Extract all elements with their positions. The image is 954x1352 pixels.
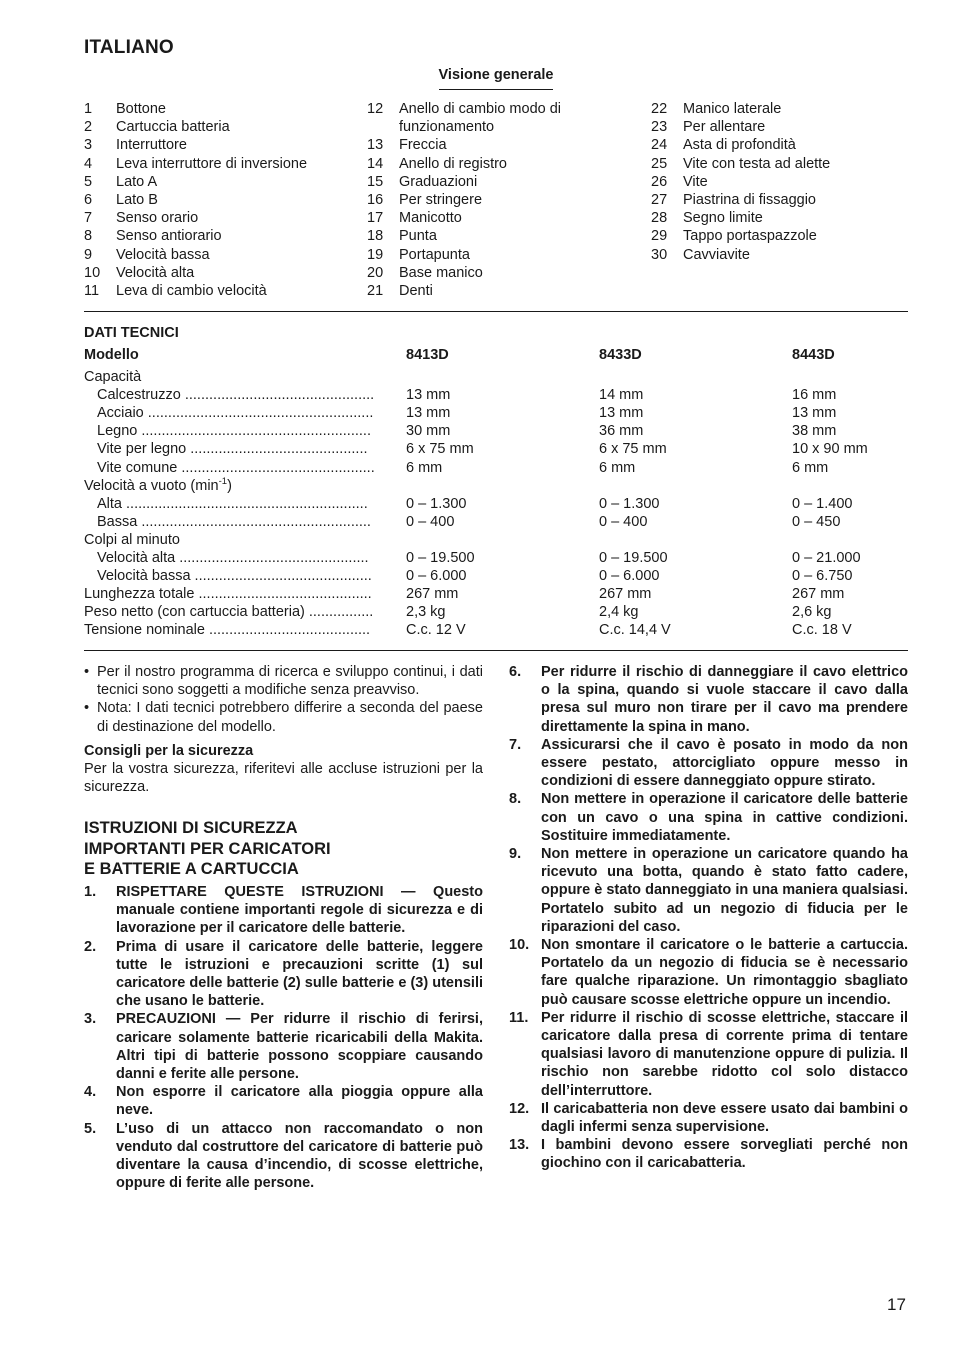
spec-value: 0 – 19.500 bbox=[406, 550, 475, 566]
title-line: ISTRUZIONI DI SICUREZZA bbox=[84, 819, 298, 838]
overview-title bbox=[0, 66, 954, 90]
spec-label-text: Acciaio ........................................................ bbox=[97, 405, 374, 422]
item-number: 11. bbox=[509, 1009, 529, 1026]
spec-value: 6 x 75 mm bbox=[406, 441, 474, 458]
instruction-item bbox=[84, 1083, 483, 1119]
overview-item bbox=[367, 100, 619, 136]
item-number: 6 bbox=[84, 192, 93, 209]
spec-label bbox=[84, 459, 406, 477]
spec-value: 0 – 21.000 bbox=[792, 550, 861, 566]
overview-item bbox=[84, 173, 336, 191]
item-text: Non mettere in operazione il caricatore delle batterie con un cavo o una spina in cattive condizioni. Sostituire immediatamente. bbox=[541, 791, 908, 844]
spec-label-superscript: -1 bbox=[218, 476, 228, 487]
item-number: 8 bbox=[84, 228, 93, 245]
overview-item bbox=[84, 100, 336, 118]
instruction-item bbox=[84, 938, 483, 1011]
item-label: Tappo portaspazzole bbox=[683, 228, 817, 245]
title-line: E BATTERIE A CARTUCCIA bbox=[84, 860, 299, 879]
overview-item bbox=[651, 100, 903, 118]
spec-value: 16 mm bbox=[792, 387, 837, 404]
item-label: Cavviavite bbox=[683, 246, 750, 263]
instruction-item bbox=[84, 1010, 483, 1083]
spec-label bbox=[84, 422, 406, 440]
item-number: 13. bbox=[509, 1137, 530, 1154]
item-number: 2. bbox=[84, 938, 97, 955]
item-label: Leva interruttore di inversione bbox=[116, 155, 308, 172]
spec-value: C.c. 14,4 V bbox=[599, 622, 671, 639]
item-number: 4 bbox=[84, 155, 93, 172]
item-text: Non esporre il caricatore alla pioggia oppure alla neve. bbox=[116, 1084, 483, 1119]
item-number: 26 bbox=[651, 173, 668, 190]
overview-item bbox=[651, 118, 903, 136]
item-label: Bottone bbox=[116, 101, 166, 117]
overview-column-1 bbox=[84, 100, 336, 300]
item-number: 13 bbox=[367, 137, 384, 154]
overview-item bbox=[651, 227, 903, 245]
spec-value: 30 mm bbox=[406, 423, 451, 440]
spec-label bbox=[84, 404, 406, 422]
overview-item bbox=[367, 191, 619, 209]
item-number: 9 bbox=[84, 246, 93, 263]
item-text: Non mettere in operazione un caricatore quando ha ricevuto una botta, quando è stato fatto cadere, oppure è stato danneggiato in una maniera qualsiasi. Portatelo subito ad un negozio di fiducia per le riparazioni del caso. bbox=[541, 846, 908, 935]
overview-item bbox=[84, 191, 336, 209]
model-8413d: 8413D bbox=[406, 347, 449, 363]
spec-value: 0 – 6.750 bbox=[792, 568, 853, 585]
spec-value: 14 mm bbox=[599, 387, 644, 404]
spec-label bbox=[84, 513, 406, 531]
overview-item bbox=[651, 155, 903, 173]
overview-item bbox=[84, 209, 336, 227]
specs-title: DATI TECNICI bbox=[84, 325, 179, 341]
overview-item bbox=[84, 118, 336, 136]
item-number: 23 bbox=[651, 119, 668, 136]
overview-item bbox=[84, 282, 336, 300]
item-number: 16 bbox=[367, 192, 384, 209]
item-label: Senso orario bbox=[116, 210, 199, 227]
item-number: 22 bbox=[651, 101, 668, 117]
instruction-item bbox=[509, 936, 908, 1009]
overview-item bbox=[651, 246, 903, 264]
item-number: 25 bbox=[651, 155, 668, 172]
item-label: Asta di profondità bbox=[683, 137, 796, 154]
item-text: Prima di usare il caricatore delle batterie, leggere tutte le istruzioni e precauzioni scritte (1) sul caricatore delle batterie (2) sulle batterie e (3) utensili che usano le batterie. bbox=[116, 938, 483, 1010]
item-label: Manico laterale bbox=[683, 101, 782, 117]
item-label: Cartuccia batteria bbox=[116, 119, 230, 136]
spec-label-text: Legno ......................................................... bbox=[97, 423, 371, 440]
spec-label bbox=[84, 567, 406, 585]
instruction-item bbox=[84, 883, 483, 938]
item-number: 28 bbox=[651, 210, 668, 227]
item-number: 3 bbox=[84, 137, 93, 154]
item-text: L’uso di un attacco non raccomandato o non venduto dal costruttore del caricatore di batterie può diventare la causa d’incendio, di scosse elettriche, oppure di ferite alle persone. bbox=[116, 1120, 483, 1192]
spec-value: 0 – 6.000 bbox=[406, 568, 467, 585]
overview-item bbox=[367, 264, 619, 282]
note-item bbox=[84, 663, 483, 699]
model-8443d: 8443D bbox=[792, 347, 835, 363]
spec-value: 6 mm bbox=[599, 459, 636, 476]
instruction-item bbox=[509, 845, 908, 936]
spec-value: 6 x 75 mm bbox=[599, 441, 667, 458]
overview-item bbox=[367, 227, 619, 245]
instructions-list-part-1 bbox=[84, 883, 483, 1192]
overview-item bbox=[84, 155, 336, 173]
spec-label-text: Velocità bassa ............................................ bbox=[97, 568, 372, 585]
spec-value: 267 mm bbox=[599, 586, 652, 603]
instruction-item bbox=[509, 736, 908, 791]
spec-value: 2,6 kg bbox=[792, 604, 832, 621]
item-label: Senso antiorario bbox=[116, 228, 222, 245]
overview-item bbox=[651, 209, 903, 227]
spec-value: 0 – 1.300 bbox=[406, 495, 467, 512]
item-number: 24 bbox=[651, 137, 668, 154]
overview-item bbox=[84, 264, 336, 282]
item-number: 20 bbox=[367, 264, 384, 281]
bullet-icon: • bbox=[84, 700, 90, 717]
item-number: 14 bbox=[367, 155, 384, 172]
item-label: Freccia bbox=[399, 137, 447, 154]
spec-value: 38 mm bbox=[792, 423, 837, 440]
spec-label-text: Bassa ......................................................... bbox=[97, 513, 371, 530]
spec-value: 36 mm bbox=[599, 423, 644, 440]
instruction-item bbox=[509, 790, 908, 845]
overview-column-2 bbox=[367, 100, 619, 300]
overview-item bbox=[651, 136, 903, 154]
item-label: Denti bbox=[399, 283, 433, 300]
overview-item bbox=[84, 227, 336, 245]
item-number: 10. bbox=[509, 937, 530, 954]
spec-label bbox=[84, 440, 406, 458]
page-number: 17 bbox=[887, 1295, 906, 1314]
overview-item bbox=[84, 246, 336, 264]
item-number: 29 bbox=[651, 228, 668, 245]
safety-title: Consigli per la sicurezza bbox=[84, 742, 254, 759]
spec-label bbox=[84, 386, 406, 404]
spec-label-suffix: ) bbox=[227, 477, 232, 494]
item-label: Punta bbox=[399, 228, 437, 245]
spec-value: 10 x 90 mm bbox=[792, 441, 868, 458]
instruction-item bbox=[84, 1120, 483, 1193]
item-number: 15 bbox=[367, 173, 384, 190]
spec-label bbox=[84, 549, 406, 567]
instructions-list-part-2 bbox=[509, 663, 908, 1173]
overview-item bbox=[367, 173, 619, 191]
note-item bbox=[84, 699, 483, 735]
item-label: Base manico bbox=[399, 264, 483, 281]
spec-value: 0 – 6.000 bbox=[599, 568, 660, 585]
item-label: Segno limite bbox=[683, 210, 763, 227]
spec-value: 267 mm bbox=[406, 586, 459, 603]
spec-value: 0 – 19.500 bbox=[599, 550, 668, 566]
spec-label-text: Calcestruzzo ............................................... bbox=[97, 387, 375, 404]
spec-value: 6 mm bbox=[792, 459, 829, 476]
item-number: 19 bbox=[367, 246, 384, 263]
item-number: 9. bbox=[509, 846, 522, 863]
note-text: Nota: I dati tecnici potrebbero differire a seconda del paese di destinazione del modello. bbox=[97, 700, 483, 735]
item-label: Lato B bbox=[116, 192, 158, 209]
spec-label-text: Tensione nominale ........................................ bbox=[84, 622, 371, 639]
item-number: 30 bbox=[651, 246, 668, 263]
item-number: 12 bbox=[367, 101, 384, 117]
spec-label bbox=[84, 368, 406, 386]
item-label: Manicotto bbox=[399, 210, 462, 227]
item-label: Graduazioni bbox=[399, 173, 478, 190]
item-text: RISPETTARE QUESTE ISTRUZIONI — Questo manuale contiene importanti regole di sicurezza e di lavorazione per il caricatore delle batterie. bbox=[116, 883, 483, 937]
item-number: 27 bbox=[651, 192, 668, 209]
bullet-icon: • bbox=[84, 664, 90, 680]
spec-value: 267 mm bbox=[792, 586, 845, 603]
spec-label bbox=[84, 585, 406, 603]
spec-label bbox=[84, 621, 406, 639]
item-number: 7. bbox=[509, 736, 522, 753]
spec-value: 2,3 kg bbox=[406, 604, 446, 621]
item-number: 17 bbox=[367, 210, 384, 227]
item-number: 4. bbox=[84, 1084, 97, 1101]
item-label: Vite con testa ad alette bbox=[683, 155, 831, 172]
overview-item bbox=[367, 209, 619, 227]
overview-item bbox=[367, 282, 619, 300]
item-number: 10 bbox=[84, 264, 101, 281]
item-label: Vite bbox=[683, 173, 708, 190]
overview-item bbox=[84, 136, 336, 154]
model-label: Modello bbox=[84, 347, 139, 363]
spec-value: 2,4 kg bbox=[599, 604, 639, 621]
spec-value: 13 mm bbox=[599, 405, 644, 422]
spec-value: 13 mm bbox=[406, 387, 451, 404]
item-text: I bambini devono essere sorvegliati perché non giochino con il caricabatteria. bbox=[541, 1137, 908, 1172]
spec-label-text: Velocità a vuoto (min bbox=[84, 477, 219, 494]
item-label: Lato A bbox=[116, 173, 158, 190]
divider bbox=[84, 650, 908, 651]
item-label: Velocità alta bbox=[116, 264, 195, 281]
item-label: Per stringere bbox=[399, 192, 483, 209]
overview-item bbox=[367, 246, 619, 264]
spec-value: 0 – 400 bbox=[599, 513, 648, 530]
spec-label bbox=[84, 531, 406, 549]
spec-label bbox=[84, 477, 406, 495]
item-label: Anello di registro bbox=[399, 155, 507, 172]
spec-label-text: Alta ............................................................ bbox=[97, 495, 368, 512]
instruction-item bbox=[509, 663, 908, 736]
item-text: Per ridurre il rischio di scosse elettriche, staccare il caricatore dalla presa di corrente prima di tentare qualsiasi lavoro di manutenzione oppure di pulizia. Il rischio non sarebbe ridotto col solo distacco dell’interruttore. bbox=[541, 1009, 908, 1099]
item-label: Velocità bassa bbox=[116, 246, 210, 263]
item-number: 5. bbox=[84, 1120, 97, 1137]
instruction-item bbox=[509, 1100, 908, 1136]
spec-value: 0 – 1.400 bbox=[792, 495, 853, 512]
item-label: Interruttore bbox=[116, 137, 187, 154]
divider bbox=[84, 311, 908, 312]
item-number: 21 bbox=[367, 283, 384, 300]
item-text: Il caricabatteria non deve essere usato dai bambini o dagli infermi senza supervisione. bbox=[541, 1100, 908, 1136]
item-number: 3. bbox=[84, 1011, 97, 1028]
item-number: 6. bbox=[509, 664, 522, 680]
item-label: Leva di cambio velocità bbox=[116, 283, 267, 300]
spec-label-text: Lunghezza totale ........................................... bbox=[84, 586, 372, 603]
overview-item bbox=[651, 173, 903, 191]
spec-label-text: Capacità bbox=[84, 369, 142, 385]
item-text: PRECAUZIONI — Per ridurre il rischio di ferirsi, caricare solamente batterie ricaricabili della Makita. Altri tipi di batterie possono scoppiare causando danni e ferite alle persone. bbox=[116, 1011, 483, 1082]
spec-label-text: Vite comune ................................................ bbox=[97, 459, 375, 476]
item-number: 11 bbox=[84, 283, 100, 300]
model-8433d: 8433D bbox=[599, 347, 642, 363]
note-text: Per il nostro programma di ricerca e sviluppo continui, i dati tecnici sono soggetti a modifiche senza preavviso. bbox=[97, 664, 483, 699]
spec-value: 0 – 400 bbox=[406, 513, 455, 530]
spec-value: C.c. 12 V bbox=[406, 622, 466, 639]
item-number: 8. bbox=[509, 791, 522, 808]
language-heading: ITALIANO bbox=[84, 37, 174, 58]
left-column bbox=[84, 663, 483, 1192]
item-number: 12. bbox=[509, 1100, 530, 1117]
item-number: 2 bbox=[84, 119, 93, 136]
item-number: 1. bbox=[84, 883, 97, 900]
overview-item bbox=[367, 136, 619, 154]
item-number: 1 bbox=[84, 101, 93, 117]
spec-value: C.c. 18 V bbox=[792, 622, 852, 639]
item-number: 5 bbox=[84, 173, 93, 190]
spec-value: 0 – 450 bbox=[792, 513, 841, 530]
item-number: 18 bbox=[367, 228, 384, 245]
instruction-item bbox=[509, 1136, 908, 1172]
spec-value: 6 mm bbox=[406, 459, 443, 476]
overview-item bbox=[367, 155, 619, 173]
spec-label-text: Peso netto (con cartuccia batteria) ................ bbox=[84, 604, 374, 621]
item-text: Per ridurre il rischio di danneggiare il cavo elettrico o la spina, quando si vuole staccare il cavo dalla presa sul muro non tirare per il cavo ma prendere direttamente la spina in mano. bbox=[541, 664, 908, 735]
item-label: Piastrina di fissaggio bbox=[683, 192, 816, 209]
item-label: Anello di cambio modo di funzionamento bbox=[399, 101, 562, 136]
overview-column-3 bbox=[651, 100, 903, 264]
spec-label-text: Velocità alta ............................................... bbox=[97, 550, 369, 566]
spec-label-text: Vite per legno ............................................ bbox=[97, 441, 368, 458]
spec-value: 13 mm bbox=[406, 405, 451, 422]
spec-label bbox=[84, 603, 406, 621]
spec-label bbox=[84, 495, 406, 513]
title-line: IMPORTANTI PER CARICATORI bbox=[84, 839, 331, 858]
item-text: Assicurarsi che il cavo è posato in modo da non essere pestato, attorcigliato oppure messo in condizioni di essere danneggiato oppure stirato. bbox=[541, 736, 908, 790]
overview-item bbox=[651, 191, 903, 209]
instruction-item bbox=[509, 1009, 908, 1100]
instructions-title bbox=[84, 818, 483, 880]
item-label: Per allentare bbox=[683, 119, 766, 136]
item-label: Portapunta bbox=[399, 246, 470, 263]
item-number: 7 bbox=[84, 210, 93, 227]
safety-text: Per la vostra sicurezza, riferitevi alle accluse istruzioni per la sicurezza. bbox=[84, 761, 483, 796]
spec-value: 0 – 1.300 bbox=[599, 495, 660, 512]
overview-title-text: Visione generale bbox=[439, 66, 554, 90]
item-text: Non smontare il caricatore o le batterie a cartuccia. Portatelo da un negozio di fiducia se è necessario fare qualche riparazione. Un rimontaggio sbagliato può causare scosse elettriche oppure un incendio. bbox=[541, 937, 908, 1008]
spec-value: 13 mm bbox=[792, 405, 837, 422]
spec-label-text: Colpi al minuto bbox=[84, 531, 180, 548]
